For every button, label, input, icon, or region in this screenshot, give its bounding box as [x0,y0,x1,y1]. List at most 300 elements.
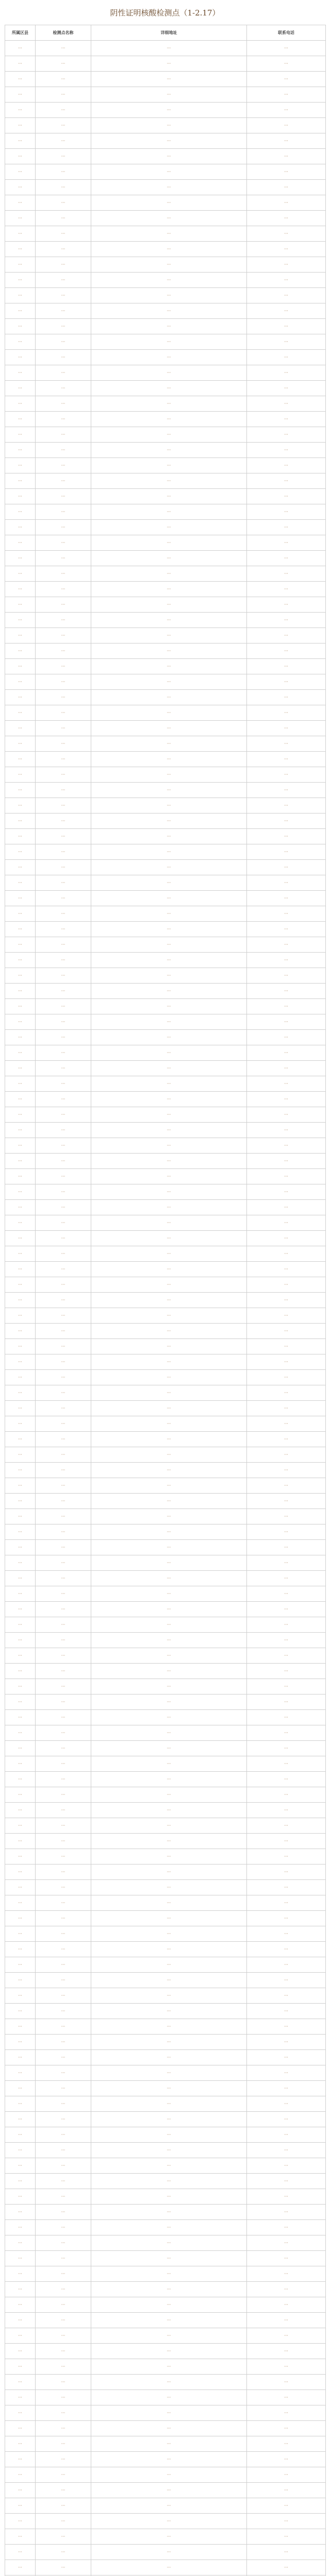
cell-address: ··· [91,844,247,860]
table-row [5,1416,326,1432]
cell-phone: ··· [247,2143,326,2158]
table-row [5,1061,326,1076]
cell-phone: ··· [247,2019,326,2035]
cell-district: ··· [5,1123,36,1138]
table-row [5,1633,326,1648]
cell-site-name: ··· [36,1200,91,1215]
table-row [5,984,326,999]
cell-address: ··· [91,2127,247,2143]
cell-district: ··· [5,2359,36,2375]
cell-district: ··· [5,937,36,953]
cell-phone: ··· [247,984,326,999]
table-row [5,906,326,922]
cell-district: ··· [5,597,36,613]
header-district: 所属区县 [5,25,36,41]
table-row [5,1432,326,1447]
cell-phone: ··· [247,2529,326,2545]
cell-district: ··· [5,427,36,443]
table-row [5,1926,326,1942]
cell-phone: ··· [247,1679,326,1694]
table-row [5,721,326,736]
table-row [5,705,326,721]
cell-district: ··· [5,2019,36,2035]
cell-address: ··· [91,1061,247,1076]
cell-phone: ··· [247,937,326,953]
cell-phone: ··· [247,242,326,257]
cell-address: ··· [91,1834,247,1849]
cell-district: ··· [5,875,36,891]
cell-site-name: ··· [36,1787,91,1803]
cell-address: ··· [91,2545,247,2560]
cell-district: ··· [5,1092,36,1107]
cell-district: ··· [5,1045,36,1061]
cell-address: ··· [91,1524,247,1540]
cell-phone: ··· [247,1308,326,1324]
table-row [5,1184,326,1200]
cell-site-name: ··· [36,690,91,705]
cell-phone: ··· [247,1849,326,1865]
cell-site-name: ··· [36,2081,91,2096]
cell-address: ··· [91,551,247,566]
cell-district: ··· [5,164,36,180]
cell-phone: ··· [247,1030,326,1045]
cell-site-name: ··· [36,767,91,783]
table-row [5,226,326,242]
cell-site-name: ··· [36,1494,91,1509]
cell-district: ··· [5,566,36,582]
cell-district: ··· [5,2220,36,2235]
cell-district: ··· [5,1555,36,1571]
cell-address: ··· [91,1895,247,1911]
cell-site-name: ··· [36,288,91,303]
cell-address: ··· [91,2096,247,2112]
cell-site-name: ··· [36,2436,91,2452]
cell-phone: ··· [247,674,326,690]
cell-site-name: ··· [36,1818,91,1834]
cell-district: ··· [5,2452,36,2467]
cell-district: ··· [5,2081,36,2096]
cell-site-name: ··· [36,1339,91,1354]
cell-site-name: ··· [36,705,91,721]
cell-phone: ··· [247,334,326,350]
cell-site-name: ··· [36,1370,91,1385]
table-row [5,1092,326,1107]
cell-site-name: ··· [36,41,91,56]
cell-phone: ··· [247,613,326,628]
cell-address: ··· [91,1200,247,1215]
cell-district: ··· [5,350,36,365]
cell-phone: ··· [247,891,326,906]
cell-site-name: ··· [36,1725,91,1741]
cell-phone: ··· [247,1988,326,2004]
cell-phone: ··· [247,396,326,412]
cell-address: ··· [91,195,247,211]
cell-site-name: ··· [36,1540,91,1555]
table-row [5,1509,326,1524]
cell-phone: ··· [247,922,326,937]
cell-address: ··· [91,2065,247,2081]
table-row [5,1540,326,1555]
cell-site-name: ··· [36,149,91,164]
cell-phone: ··· [247,814,326,829]
cell-site-name: ··· [36,319,91,334]
cell-phone: ··· [247,133,326,149]
cell-address: ··· [91,1231,247,1246]
cell-site-name: ··· [36,1354,91,1370]
cell-address: ··· [91,2081,247,2096]
cell-district: ··· [5,613,36,628]
cell-site-name: ··· [36,2189,91,2205]
cell-address: ··· [91,659,247,674]
cell-site-name: ··· [36,551,91,566]
cell-phone: ··· [247,2081,326,2096]
table-row [5,257,326,273]
table-row [5,458,326,473]
cell-address: ··· [91,1973,247,1988]
cell-site-name: ··· [36,1246,91,1262]
table-row [5,1215,326,1231]
cell-district: ··· [5,1324,36,1339]
table-row [5,597,326,613]
cell-address: ··· [91,2529,247,2545]
cell-district: ··· [5,2297,36,2313]
cell-site-name: ··· [36,87,91,103]
cell-district: ··· [5,1509,36,1524]
cell-phone: ··· [247,41,326,56]
cell-district: ··· [5,1262,36,1277]
cell-address: ··· [91,1602,247,1617]
cell-site-name: ··· [36,2328,91,2344]
cell-address: ··· [91,1942,247,1957]
cell-phone: ··· [247,427,326,443]
cell-phone: ··· [247,2220,326,2235]
cell-phone: ··· [247,783,326,798]
cell-district: ··· [5,844,36,860]
cell-district: ··· [5,1803,36,1818]
cell-site-name: ··· [36,2483,91,2498]
table-row [5,2251,326,2266]
cell-site-name: ··· [36,257,91,273]
cell-site-name: ··· [36,133,91,149]
cell-phone: ··· [247,659,326,674]
cell-district: ··· [5,1880,36,1895]
cell-district: ··· [5,2065,36,2081]
cell-phone: ··· [247,1926,326,1942]
cell-district: ··· [5,1895,36,1911]
cell-address: ··· [91,968,247,984]
table-row [5,504,326,520]
cell-site-name: ··· [36,1293,91,1308]
cell-site-name: ··· [36,1231,91,1246]
cell-phone: ··· [247,2035,326,2050]
cell-address: ··· [91,1014,247,1030]
cell-phone: ··· [247,1942,326,1957]
cell-address: ··· [91,1447,247,1463]
cell-phone: ··· [247,953,326,968]
cell-address: ··· [91,2560,247,2575]
cell-site-name: ··· [36,1262,91,1277]
cell-address: ··· [91,2483,247,2498]
cell-address: ··· [91,798,247,814]
cell-phone: ··· [247,1818,326,1834]
cell-site-name: ··· [36,2251,91,2266]
cell-phone: ··· [247,56,326,72]
cell-address: ··· [91,350,247,365]
cell-district: ··· [5,922,36,937]
cell-phone: ··· [247,2174,326,2189]
cell-phone: ··· [247,551,326,566]
table-row [5,2498,326,2514]
cell-district: ··· [5,1942,36,1957]
cell-district: ··· [5,1494,36,1509]
cell-phone: ··· [247,1354,326,1370]
table-row [5,1154,326,1169]
cell-district: ··· [5,1416,36,1432]
cell-address: ··· [91,443,247,458]
cell-address: ··· [91,334,247,350]
table-row [5,1942,326,1957]
table-row [5,2467,326,2483]
cell-phone: ··· [247,2297,326,2313]
cell-address: ··· [91,520,247,535]
cell-address: ··· [91,2050,247,2065]
cell-site-name: ··· [36,2344,91,2359]
table-row [5,891,326,906]
table-row [5,1865,326,1880]
table-row [5,937,326,953]
cell-phone: ··· [247,2467,326,2483]
cell-address: ··· [91,149,247,164]
cell-phone: ··· [247,1617,326,1633]
cell-address: ··· [91,1308,247,1324]
cell-site-name: ··· [36,2050,91,2065]
table-row [5,752,326,767]
cell-site-name: ··· [36,2529,91,2545]
table-row [5,1107,326,1123]
table-row [5,242,326,257]
table-row [5,1648,326,1664]
cell-phone: ··· [247,2452,326,2467]
cell-phone: ··· [247,1803,326,1818]
table-row [5,1138,326,1154]
table-row [5,1123,326,1138]
cell-address: ··· [91,1107,247,1123]
cell-phone: ··· [247,2313,326,2328]
cell-site-name: ··· [36,2035,91,2050]
cell-district: ··· [5,1648,36,1664]
table-row [5,1478,326,1494]
cell-phone: ··· [247,1710,326,1725]
cell-phone: ··· [247,1555,326,1571]
cell-site-name: ··· [36,242,91,257]
cell-address: ··· [91,1710,247,1725]
table-row [5,1679,326,1694]
cell-site-name: ··· [36,2498,91,2514]
cell-site-name: ··· [36,1849,91,1865]
cell-phone: ··· [247,1895,326,1911]
cell-phone: ··· [247,412,326,427]
cell-address: ··· [91,2328,247,2344]
table-row [5,2205,326,2220]
cell-site-name: ··· [36,1679,91,1694]
table-row [5,2081,326,2096]
cell-address: ··· [91,875,247,891]
table-row [5,1849,326,1865]
cell-address: ··· [91,1092,247,1107]
cell-phone: ··· [247,999,326,1014]
cell-site-name: ··· [36,1648,91,1664]
table-row [5,1880,326,1895]
cell-district: ··· [5,1014,36,1030]
cell-district: ··· [5,1231,36,1246]
cell-district: ··· [5,1524,36,1540]
cell-phone: ··· [247,875,326,891]
cell-site-name: ··· [36,211,91,226]
cell-site-name: ··· [36,2405,91,2421]
cell-district: ··· [5,1154,36,1169]
cell-site-name: ··· [36,334,91,350]
cell-address: ··· [91,2375,247,2390]
cell-phone: ··· [247,2112,326,2127]
cell-address: ··· [91,2112,247,2127]
cell-site-name: ··· [36,736,91,752]
table-row [5,520,326,535]
cell-district: ··· [5,1772,36,1787]
cell-district: ··· [5,1076,36,1092]
cell-district: ··· [5,551,36,566]
cell-site-name: ··· [36,2127,91,2143]
cell-address: ··· [91,1416,247,1432]
table-row [5,1756,326,1772]
table-row [5,628,326,643]
cell-site-name: ··· [36,1184,91,1200]
cell-address: ··· [91,2266,247,2282]
cell-district: ··· [5,72,36,87]
cell-address: ··· [91,1988,247,2004]
cell-site-name: ··· [36,1014,91,1030]
cell-district: ··· [5,2174,36,2189]
cell-site-name: ··· [36,2452,91,2467]
cell-phone: ··· [247,2004,326,2019]
cell-district: ··· [5,1354,36,1370]
table-row [5,1231,326,1246]
cell-site-name: ··· [36,582,91,597]
cell-phone: ··· [247,844,326,860]
cell-district: ··· [5,2328,36,2344]
cell-district: ··· [5,2545,36,2560]
cell-district: ··· [5,87,36,103]
cell-district: ··· [5,2266,36,2282]
cell-address: ··· [91,984,247,999]
cell-phone: ··· [247,319,326,334]
cell-district: ··· [5,1184,36,1200]
cell-site-name: ··· [36,1045,91,1061]
cell-district: ··· [5,999,36,1014]
table-row [5,968,326,984]
cell-site-name: ··· [36,2375,91,2390]
cell-site-name: ··· [36,1107,91,1123]
cell-site-name: ··· [36,103,91,118]
table-row [5,303,326,319]
cell-district: ··· [5,1030,36,1045]
cell-site-name: ··· [36,1509,91,1524]
cell-phone: ··· [247,2375,326,2390]
table-row [5,180,326,195]
cell-address: ··· [91,226,247,242]
cell-site-name: ··· [36,860,91,875]
table-row [5,133,326,149]
cell-district: ··· [5,2344,36,2359]
cell-site-name: ··· [36,1308,91,1324]
cell-address: ··· [91,87,247,103]
table-row [5,56,326,72]
table-row [5,2065,326,2081]
cell-site-name: ··· [36,2359,91,2375]
cell-address: ··· [91,1694,247,1710]
table-row [5,1602,326,1617]
cell-address: ··· [91,2220,247,2235]
cell-address: ··· [91,2235,247,2251]
cell-district: ··· [5,628,36,643]
cell-phone: ··· [247,1725,326,1741]
table-row [5,2189,326,2205]
cell-phone: ··· [247,1014,326,1030]
cell-site-name: ··· [36,999,91,1014]
cell-site-name: ··· [36,2112,91,2127]
cell-site-name: ··· [36,2560,91,2575]
cell-district: ··· [5,2421,36,2436]
cell-phone: ··· [247,1169,326,1184]
cell-address: ··· [91,1494,247,1509]
cell-phone: ··· [247,2560,326,2575]
cell-phone: ··· [247,1324,326,1339]
cell-site-name: ··· [36,1633,91,1648]
cell-phone: ··· [247,1107,326,1123]
table-row [5,489,326,504]
cell-site-name: ··· [36,180,91,195]
cell-phone: ··· [247,1834,326,1849]
cell-phone: ··· [247,1447,326,1463]
cell-site-name: ··· [36,2514,91,2529]
table-row [5,1494,326,1509]
cell-district: ··· [5,1617,36,1633]
cell-address: ··· [91,2421,247,2436]
table-row [5,1555,326,1571]
table-row [5,2143,326,2158]
table-row [5,922,326,937]
cell-phone: ··· [247,1865,326,1880]
table-row [5,643,326,659]
cell-district: ··· [5,1602,36,1617]
table-row [5,1617,326,1633]
cell-phone: ··· [247,535,326,551]
cell-district: ··· [5,1849,36,1865]
cell-address: ··· [91,1385,247,1401]
cell-district: ··· [5,1447,36,1463]
cell-site-name: ··· [36,613,91,628]
cell-phone: ··· [247,705,326,721]
table-row [5,118,326,133]
cell-phone: ··· [247,2266,326,2282]
cell-address: ··· [91,1880,247,1895]
table-row [5,2328,326,2344]
cell-site-name: ··· [36,953,91,968]
cell-site-name: ··· [36,2158,91,2174]
cell-site-name: ··· [36,1710,91,1725]
cell-address: ··· [91,257,247,273]
cell-phone: ··· [247,1200,326,1215]
cell-site-name: ··· [36,2220,91,2235]
